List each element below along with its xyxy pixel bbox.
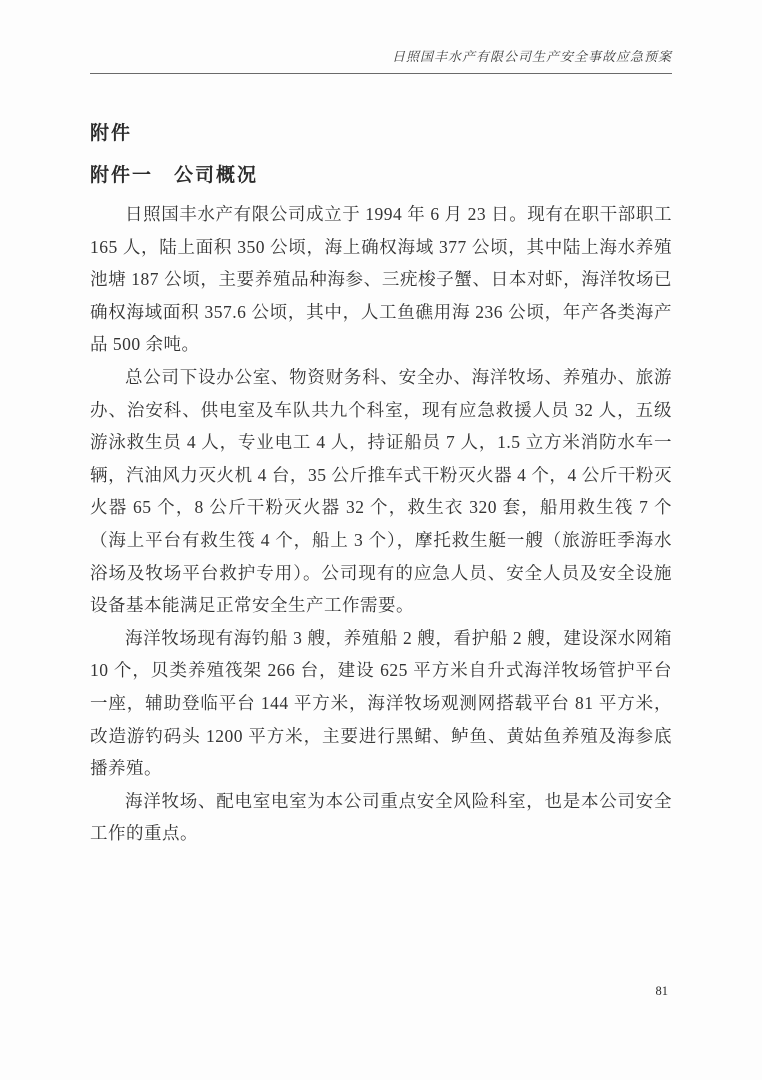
section-heading: 附件一 公司概况 bbox=[90, 165, 259, 186]
paragraph-key-risk-rooms: 海洋牧场、配电室电室为本公司重点安全风险科室，也是本公司安全工作的重点。 bbox=[90, 790, 672, 844]
page-number: 81 bbox=[655, 984, 668, 998]
running-header: 日照国丰水产有限公司生产安全事故应急预案 bbox=[391, 49, 672, 64]
body-text bbox=[90, 198, 672, 850]
paragraph-departments-equipment: 总公司下设办公室、物资财务科、安全办、海洋牧场、养殖办、旅游办、治安科、供电室及车队共九个科室，现有应急救援人员 32 人，五级游泳救生员 4 人，专业电工 4 人，持证船员 7 人，1.5 立方米消防水车一辆，汽油风力灭火机 4 台，35 公斤推车式干粉灭火器 4 个，4 公斤干粉灭火器 65 个，8 公斤干粉灭火器 32 个，救生衣 320 套，船用救生筏 7 个（海上平台有救生筏 4 个，船上 3 个），摩托救生艇一艘（旅游旺季海水浴场及牧场平台救护专用）。公司现有的应急人员、安全人员及安全设施设备基本能满足正常安全生产工作需要。 bbox=[90, 366, 672, 616]
paragraph-company-founding: 日照国丰水产有限公司成立于 1994 年 6 月 23 日。现有在职干部职工 165 人，陆上面积 350 公顷，海上确权海域 377 公顷，其中陆上海水养殖池塘 187 公顷，主要养殖品种海参、三疣梭子蟹、日本对虾，海洋牧场已确权海域面积 357.6 公顷，其中，人工鱼礁用海 236 公顷，年产各类海产品 500 余吨。 bbox=[90, 204, 672, 355]
attachment-heading: 附件 bbox=[90, 123, 133, 144]
paragraph-marine-ranch: 海洋牧场现有海钓船 3 艘，养殖船 2 艘，看护船 2 艘，建设深水网箱 10 个，贝类养殖筏架 266 台，建设 625 平方米自升式海洋牧场管护平台一座，辅助登临平台 144 平方米，海洋牧场观测网搭载平台 81 平方米，改造游钓码头 1200 平方米，主要进行黑鲪、鲈鱼、黄姑鱼养殖及海参底播养殖。 bbox=[90, 627, 672, 779]
header-divider bbox=[90, 73, 672, 74]
